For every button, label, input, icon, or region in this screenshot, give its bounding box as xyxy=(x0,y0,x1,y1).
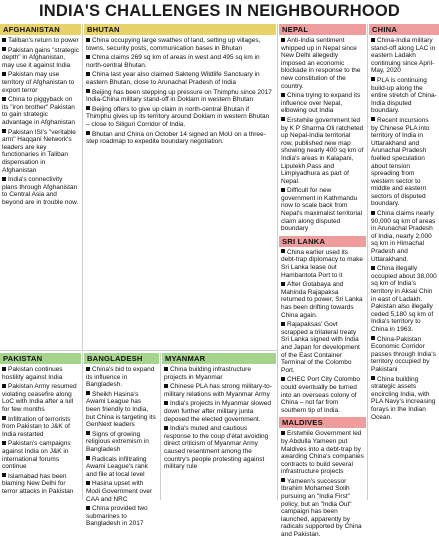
bullet-item xyxy=(2,383,79,413)
bullet-square-icon xyxy=(2,416,6,420)
bullet-text: Recent incursions by Chinese PLA into territory of India in Uttarakhand and Arunachal Pradesh fuelled speculation about tension spreading from western sector to middle and eastern sectors of disputed boundary. xyxy=(371,116,430,208)
section-header-maldives: MALDIVES xyxy=(279,417,366,428)
bullet-square-icon xyxy=(371,117,375,121)
bullet-item xyxy=(2,96,79,126)
bullet-square-icon xyxy=(86,431,90,435)
bullet-item xyxy=(281,281,364,319)
bullet-item xyxy=(281,117,364,185)
bullet-square-icon xyxy=(281,431,285,435)
bullet-square-icon xyxy=(86,131,90,135)
bullet-square-icon xyxy=(371,77,375,81)
bullet-square-icon xyxy=(371,38,375,42)
bullet-square-icon xyxy=(281,322,285,326)
bullet-text: Pakistan's campaigns against India on J&K in international forums continue xyxy=(2,440,71,471)
bullet-square-icon xyxy=(164,426,168,430)
bullet-item xyxy=(371,77,437,115)
bullet-square-icon xyxy=(164,401,168,405)
bullet-item xyxy=(2,473,79,496)
bullet-text: China claims 269 sq km of areas in west and 495 sq km in north-central Bhutan. xyxy=(86,54,260,69)
section-header-afghanistan: AFGHANISTAN xyxy=(0,24,81,35)
bullet-text: Difficult for new government in Kathmandu now to scale back from Nepal's maximalist territorial claim along disputed boundary xyxy=(281,187,363,233)
myanmar-section xyxy=(162,353,276,500)
bullet-item xyxy=(371,37,437,75)
bullet-text: Sheikh Hasina's Awami League has been friendly to India, but China is targeting its GenNext leaders xyxy=(86,390,156,429)
bullet-item xyxy=(281,478,364,539)
bullet-text: Erstwhile government led by K P Sharma Oli ratcheted up Nepal-India territorial row, published new map showing nearly 400 sq km of India's areas in Kalapani, Lipulekh Pass and Limpiyadhura as part of Nepal. xyxy=(281,116,364,185)
bullet-item xyxy=(164,400,274,423)
bullet-text: Pakistan gains "strategic depth" in Afghanistan, may use it against India xyxy=(2,46,79,69)
bullet-item xyxy=(2,37,79,45)
bullet-text: PLA is continuing build-up along the entire stretch of China-India disputed boundary. xyxy=(371,76,437,115)
bullet-text: Pakistan may use territory of Afghanistan to export terror xyxy=(2,71,75,94)
bullet-item xyxy=(86,54,274,69)
bullet-square-icon xyxy=(164,367,168,371)
bullet-item xyxy=(86,391,157,429)
bullet-item xyxy=(164,383,274,398)
bullet-square-icon xyxy=(86,89,90,93)
bullet-square-icon xyxy=(281,377,285,381)
bullet-item xyxy=(86,71,274,86)
bullet-text: China occupying large swathes of land, setting up villages, towns, security posts, communication bases in Bhutan xyxy=(86,37,261,52)
bullet-item xyxy=(164,366,274,381)
bullet-item xyxy=(2,47,79,70)
bullet-square-icon xyxy=(281,249,285,253)
bullet-list xyxy=(279,249,366,414)
bullet-item xyxy=(281,321,364,374)
bullet-list xyxy=(0,37,81,206)
bullet-text: Infiltration of terrorists from Pakistan to J&K of India restarted xyxy=(2,415,71,438)
bullet-square-icon xyxy=(86,55,90,59)
bullet-text: Hasina upset with Modi Government over CAA and NRC xyxy=(86,480,153,503)
bullet-list xyxy=(84,37,276,146)
divider xyxy=(82,24,83,350)
bullet-square-icon xyxy=(2,367,6,371)
bullet-item xyxy=(2,440,79,470)
bullet-item xyxy=(86,37,274,52)
bullet-square-icon xyxy=(86,506,90,510)
bullet-item xyxy=(371,265,437,333)
bullet-square-icon xyxy=(86,38,90,42)
bullet-text: China trying to expand its influence over Nepal, elbowing out India xyxy=(281,92,361,115)
bullet-square-icon xyxy=(2,129,6,133)
bullet-square-icon xyxy=(371,336,375,340)
bullet-text: CHEC Port City Colombo could eventually be turned into an overseas colony of China – not far from southern tip of India. xyxy=(281,376,360,414)
bullet-item xyxy=(2,129,79,175)
bullet-text: Beijing offers to give up claim in north-central Bhutan if Thimphu gives up its territory around Doklam in western Bhutan – close to Siliguri Corridor of India. xyxy=(86,105,270,128)
bullet-item xyxy=(281,376,364,414)
bullet-square-icon xyxy=(2,384,6,388)
bullet-square-icon xyxy=(2,38,6,42)
bullet-item xyxy=(2,366,79,381)
divider xyxy=(277,24,278,500)
bullet-square-icon xyxy=(281,188,285,192)
bullet-text: Anti-India sentiment whipped up in Nepal since New Delhi allegedly imposed an economic blockade in response to the new constitution of the country. xyxy=(281,37,361,90)
bullet-item xyxy=(281,92,364,115)
bullet-text: Pakistan ISI's "veritable arm" Haqqani Network's leaders are key functionaries in Taliban dispensation in Afghanistan xyxy=(2,128,76,174)
bullet-square-icon xyxy=(164,384,168,388)
bullet-list xyxy=(279,430,366,538)
bullet-item xyxy=(2,416,79,439)
bullet-text: India's projects in Myanmar slowed down further after military junta deposed the elected government. xyxy=(164,400,271,423)
nepal-srilanka-maldives-column xyxy=(279,24,366,539)
bullet-text: Taliban's return to power xyxy=(8,37,79,44)
section-header-china: CHINA xyxy=(369,24,439,35)
bullet-item xyxy=(281,37,364,90)
bullet-text: Beijing has been stepping up pressure on Thimphu since 2017 India-China military stand-off in Doklam in western Bhutan xyxy=(86,88,272,104)
section-header-nepal: NEPAL xyxy=(279,24,366,35)
bullet-square-icon xyxy=(281,93,285,97)
bullet-square-icon xyxy=(86,481,90,485)
bullet-item xyxy=(2,71,79,94)
page-title: INDIA'S CHALLENGES IN NEIGHBOURHOOD xyxy=(38,2,401,20)
bullet-item xyxy=(281,430,364,476)
bullet-list xyxy=(0,366,81,496)
bullet-item xyxy=(281,249,364,279)
bullet-square-icon xyxy=(281,117,285,121)
bullet-item xyxy=(86,505,157,528)
bullet-text: China last year also claimed Sakteng Wildlife Sanctuary in eastern Bhutan, close to Arunachal Pradesh of India xyxy=(86,71,260,86)
bullet-text: Islamabad has been blaming New Delhi for terror attacks in Pakistan xyxy=(2,472,74,495)
bullet-square-icon xyxy=(86,72,90,76)
bullet-text: China claims nearly 90,000 sq km of areas in Arunachal Pradesh of India, nearly 2,000 sq km in Himachal Pradesh and Uttarakhand. xyxy=(371,210,436,263)
bhutan-section xyxy=(84,24,276,350)
bullet-text: Erstwhile Government led by Abdulla Yameen put Maldives into a debt-trap by awarding China's companies contracts to build several infrastructure projects xyxy=(281,430,364,476)
bullet-text: China earlier used its debt-trap diplomacy to make Sri Lanka lease out Hambantota Port to it xyxy=(281,248,364,279)
bullet-item xyxy=(86,480,157,503)
bullet-item xyxy=(371,376,437,422)
bullet-square-icon xyxy=(86,456,90,460)
bullet-item xyxy=(86,366,157,389)
afghanistan-section xyxy=(0,24,81,350)
bullet-list xyxy=(84,366,159,528)
bangladesh-section xyxy=(84,353,159,528)
bullet-text: Radicals infiltrating Awami League's rank and file at local level xyxy=(86,455,148,478)
bullet-square-icon xyxy=(281,38,285,42)
bullet-text: Pakistan continues hostility against India xyxy=(2,366,63,381)
bullet-item xyxy=(2,176,79,206)
bullet-text: Signs of growing religious extremism in Bangladesh xyxy=(86,430,149,453)
bullet-text: India's muted and cautious response to the coup d'état avoiding direct criticism of Myanmar Army caused resentment among the country's people protesting against military rule xyxy=(164,425,269,471)
bullet-text: China building infrastructure projects in Myanmar xyxy=(164,366,251,381)
bullet-item xyxy=(164,425,274,471)
bullet-square-icon xyxy=(86,391,90,395)
bullet-item xyxy=(371,117,437,208)
bullet-square-icon xyxy=(2,441,6,445)
divider xyxy=(0,350,277,351)
bullet-square-icon xyxy=(2,473,6,477)
section-header-bhutan: BHUTAN xyxy=(84,24,276,35)
bullet-list xyxy=(369,37,439,421)
bullet-square-icon xyxy=(371,266,375,270)
section-header-myanmar: MYANMAR xyxy=(162,353,276,364)
bullet-text: China building strategic assets encircling India, with PLA Navy's increasing forays in the Indian Ocean. xyxy=(371,375,436,421)
bullet-square-icon xyxy=(281,478,285,482)
divider xyxy=(160,353,161,500)
bullet-item xyxy=(86,131,274,146)
section-header-bangladesh: BANGLADESH xyxy=(84,353,159,364)
pakistan-section xyxy=(0,353,81,500)
section-header-pakistan: PAKISTAN xyxy=(0,353,81,364)
bullet-square-icon xyxy=(86,106,90,110)
bullet-item xyxy=(371,336,437,374)
bullet-text: China to piggyback on its "iron brother" Pakistan to gain strategic advantage in Afghanistan xyxy=(2,96,76,126)
bullet-square-icon xyxy=(2,72,6,76)
bullet-text: Bhutan and China on October 14 signed an MoU on a three-step roadmap to expedite boundary negotiation. xyxy=(86,130,266,146)
bullet-square-icon xyxy=(86,367,90,371)
bullet-text: Chinese PLA has strong military-to-military relations with Myanmar Army xyxy=(164,383,272,398)
bullet-text: China illegally occupied about 38,000 sq km of India's territory in Aksai Chin in east of Ladakh. Pakistan also illegally ceded 5,180 sq km of India's territory to China in 1963. xyxy=(371,265,437,333)
bullet-item xyxy=(86,456,157,479)
bullet-text: Pakistan Army resumed violating ceasefire along LoC with India after a lull for few months xyxy=(2,383,77,413)
bullet-item xyxy=(281,187,364,233)
bullet-square-icon xyxy=(371,211,375,215)
bullet-list xyxy=(279,37,366,233)
bullet-item xyxy=(86,431,157,454)
bullet-square-icon xyxy=(2,177,6,181)
bullet-item xyxy=(86,106,274,129)
bullet-text: China-India military stand-off along LAC in eastern Ladakh continuing since April-May, 2020 xyxy=(371,37,436,75)
bullet-item xyxy=(371,210,437,263)
bullet-text: After Gotabaya and Mahinda Rajapaksa returned to power, Sri Lanka has been drifting towards China again. xyxy=(281,281,363,319)
bullet-square-icon xyxy=(281,282,285,286)
bullet-text: China's bid to expand its influence in Bangladesh. xyxy=(86,366,155,389)
china-section xyxy=(369,24,439,500)
bullet-text: China-Pakistan Economic Corridor passes through India's territory occupied by Pakistani xyxy=(371,335,436,373)
bullet-text: Rajapaksas' Govt scrapped a trilateral treaty Sri Lanka signed with India and Japan for development of the East Container Terminal of the Colombo Port. xyxy=(281,321,360,374)
section-header-sri-lanka: SRI LANKA xyxy=(279,236,366,247)
divider xyxy=(82,353,83,500)
bullet-text: India's connectivity plans through Afghanistan to Central Asia and beyond are in trouble now. xyxy=(2,176,79,206)
bullet-text: China provided two submarines to Bangladesh in 2017 xyxy=(86,505,148,528)
bullet-square-icon xyxy=(2,47,6,51)
bullet-text: Yameen's successor Ibrahim Mohamed Solih pursuing an "India First" policy, but an "India Out" campaign has been launched, apparently by radicals supported by China and Pakistan. xyxy=(281,477,362,539)
bullet-item xyxy=(86,89,274,104)
divider xyxy=(367,24,368,500)
bullet-square-icon xyxy=(371,376,375,380)
bullet-square-icon xyxy=(2,97,6,101)
bullet-list xyxy=(162,366,276,471)
